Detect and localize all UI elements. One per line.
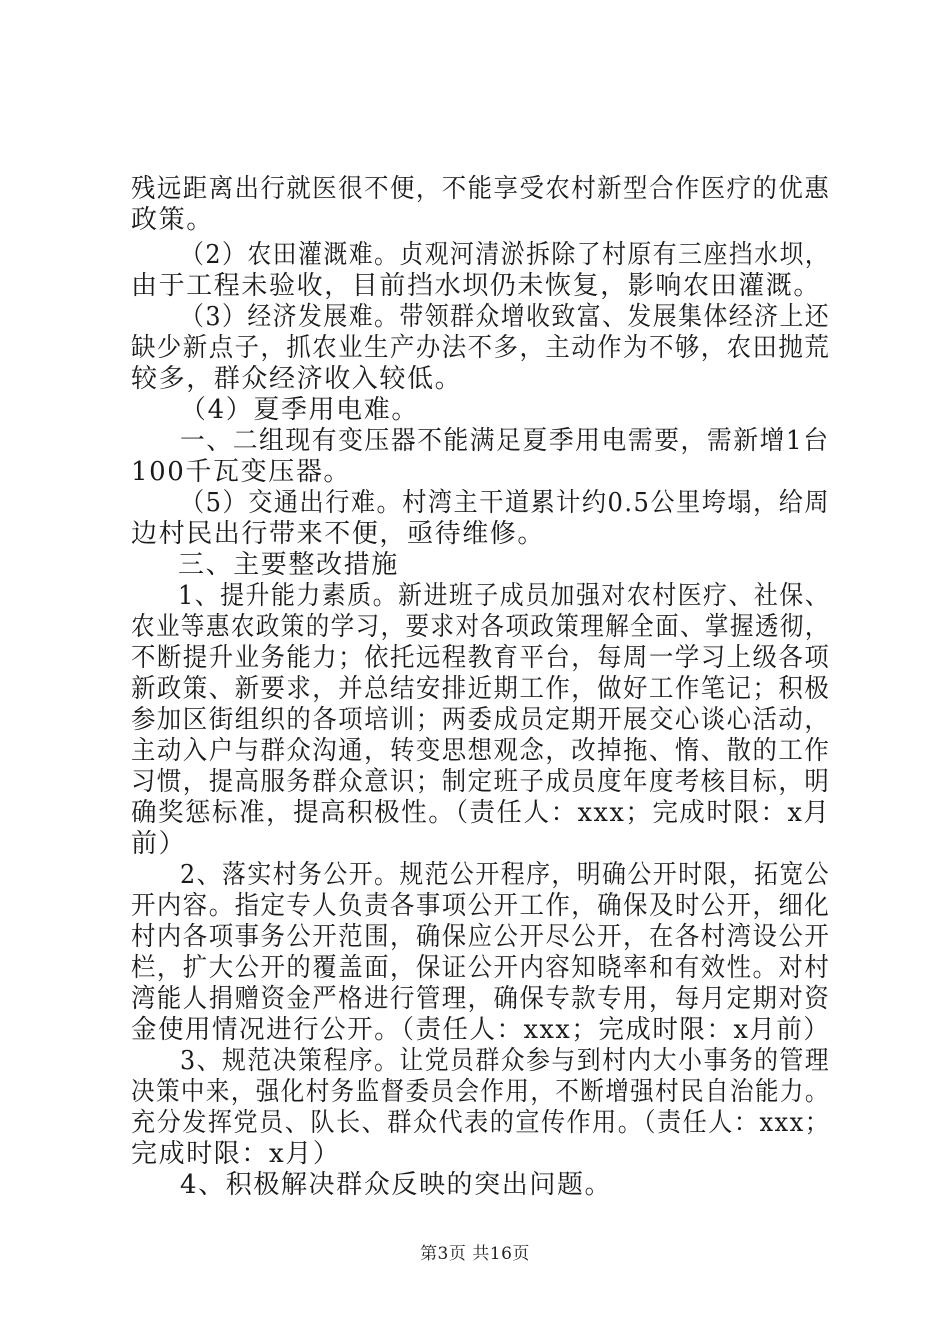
paragraph-line: 充分发挥党员、队长、群众代表的宣传作用。（责任人：xxx； [131,1108,831,1138]
paragraph-line: 金使用情况进行公开。（责任人：xxx；完成时限：x月前） [131,1015,831,1045]
paragraph-line: 确奖惩标准，提高积极性。（责任人：xxx；完成时限：x月 [131,798,831,828]
paragraph-line: 4、积极解决群众反映的突出问题。 [180,1170,613,1200]
paragraph-line: 3、规范决策程序。让党员群众参与到村内大小事务的管理 [180,1046,831,1076]
page-number-footer: 第3页 共16页 [420,1244,530,1264]
paragraph-line: 决策中来，强化村务监督委员会作用，不断增强村民自治能力。 [131,1077,830,1107]
paragraph-line: （2）农田灌溉难。贞观河清淤拆除了村原有三座挡水坝， [180,240,831,270]
paragraph-line: 栏，扩大公开的覆盖面，保证公开内容知晓率和有效性。对村 [131,953,831,983]
paragraph-line: （5）交通出行难。村湾主干道累计约0.5公里垮塌，给周 [180,488,831,518]
paragraph-line: 残远距离出行就医很不便，不能享受农村新型合作医疗的优惠 [131,174,831,204]
paragraph-line: 2、落实村务公开。规范公开程序，明确公开时限，拓宽公 [180,860,831,890]
paragraph-line: 由于工程未验收，目前挡水坝仍未恢复，影响农田灌溉。 [131,271,822,301]
paragraph-line: 习惯，提高服务群众意识；制定班子成员度年度考核目标，明 [131,767,831,797]
paragraph-line: （4）夏季用电难。 [180,395,419,425]
paragraph-line: 前） [131,829,187,859]
paragraph-line: 主动入户与群众沟通，转变思想观念，改掉拖、惰、散的工作 [131,736,831,766]
paragraph-line: 边村民出行带来不便，亟待维修。 [131,519,546,549]
paragraph-line: 1、提升能力素质。新进班子成员加强对农村医疗、社保、 [178,581,831,611]
paragraph-line: 较多，群众经济收入较低。 [131,364,463,394]
paragraph-line: 村内各项事务公开范围，确保应公开尽公开，在各村湾设公开 [131,922,831,952]
paragraph-line: 一、二组现有变压器不能满足夏季用电需要，需新增1台 [180,426,830,456]
paragraph-line: 完成时限：x月） [131,1139,341,1169]
paragraph-line: 开内容。指定专人负责各事项公开工作，确保及时公开，细化 [131,891,831,921]
paragraph-line: 100千瓦变压器。 [131,457,352,487]
paragraph-line: 不断提升业务能力；依托远程教育平台，每周一学习上级各项 [131,643,831,673]
paragraph-line: 农业等惠农政策的学习，要求对各项政策理解全面、掌握透彻， [131,612,830,642]
paragraph-line: 湾能人捐赠资金严格进行管理，确保专款专用，每月定期对资 [131,984,831,1014]
paragraph-line: 缺少新点子，抓农业生产办法不多，主动作为不够，农田抛荒 [131,333,831,363]
section-heading: 三、主要整改措施 [178,550,399,580]
paragraph-line: （3）经济发展难。带领群众增收致富、发展集体经济上还 [180,302,831,332]
paragraph-line: 新政策、新要求，并总结安排近期工作，做好工作笔记；积极 [131,674,831,704]
paragraph-line: 政策。 [131,205,214,235]
paragraph-line: 参加区街组织的各项培训；两委成员定期开展交心谈心活动， [131,705,831,735]
